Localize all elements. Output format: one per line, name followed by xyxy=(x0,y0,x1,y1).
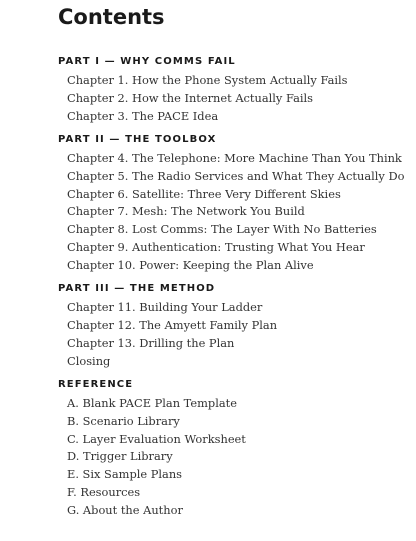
toc-entry[interactable]: G. About the Author xyxy=(67,503,183,518)
toc-section-part-1 xyxy=(58,54,416,126)
section-entries xyxy=(58,72,416,126)
section-entries xyxy=(58,395,416,520)
toc-section-reference xyxy=(58,377,416,520)
toc-entry[interactable]: Chapter 5. The Radio Services and What They Actually Do xyxy=(67,168,405,183)
toc-entry[interactable]: Chapter 8. Lost Comms: The Layer With No Batteries xyxy=(67,222,377,237)
section-heading: PART III — THE METHOD xyxy=(58,283,216,295)
toc-section-part-2 xyxy=(58,132,416,275)
toc-entry[interactable]: D. Trigger Library xyxy=(67,449,173,464)
toc-entry[interactable]: Chapter 9. Authentication: Trusting What You Hear xyxy=(67,240,365,255)
toc-entry[interactable]: Chapter 10. Power: Keeping the Plan Alive xyxy=(67,258,314,273)
toc-entry[interactable]: F. Resources xyxy=(67,485,141,500)
toc-section-part-3 xyxy=(58,281,416,371)
toc-entry[interactable]: Chapter 7. Mesh: The Network You Build xyxy=(67,204,305,219)
toc-entry[interactable]: Chapter 12. The Amyett Family Plan xyxy=(67,317,278,332)
toc-entry[interactable]: Closing xyxy=(67,353,111,368)
toc-entry[interactable]: Chapter 6. Satellite: Three Very Different Skies xyxy=(67,186,341,201)
page-title: Contents xyxy=(58,5,165,29)
section-heading: PART I — WHY COMMS FAIL xyxy=(58,56,236,67)
toc-entry[interactable]: Chapter 13. Drilling the Plan xyxy=(67,335,235,350)
section-heading: PART II — THE TOOLBOX xyxy=(58,133,217,145)
toc-entry[interactable]: Chapter 2. How the Internet Actually Fails xyxy=(67,90,314,105)
toc-entry[interactable]: C. Layer Evaluation Worksheet xyxy=(67,431,246,446)
toc-entry[interactable]: Chapter 4. The Telephone: More Machine Than You Think xyxy=(67,150,402,165)
toc-entry[interactable]: Chapter 3. The PACE Idea xyxy=(67,108,219,123)
toc-entry[interactable]: A. Blank PACE Plan Template xyxy=(67,395,237,410)
toc-entry[interactable]: Chapter 11. Building Your Ladder xyxy=(67,300,263,315)
toc-entry[interactable]: B. Scenario Library xyxy=(67,413,180,428)
section-entries xyxy=(58,299,416,371)
toc-entry[interactable]: E. Six Sample Plans xyxy=(67,467,183,482)
table-of-contents xyxy=(58,54,416,520)
toc-entry[interactable]: Chapter 1. How the Phone System Actually Fails xyxy=(67,73,348,87)
section-heading: REFERENCE xyxy=(58,378,134,390)
section-entries xyxy=(58,150,416,275)
